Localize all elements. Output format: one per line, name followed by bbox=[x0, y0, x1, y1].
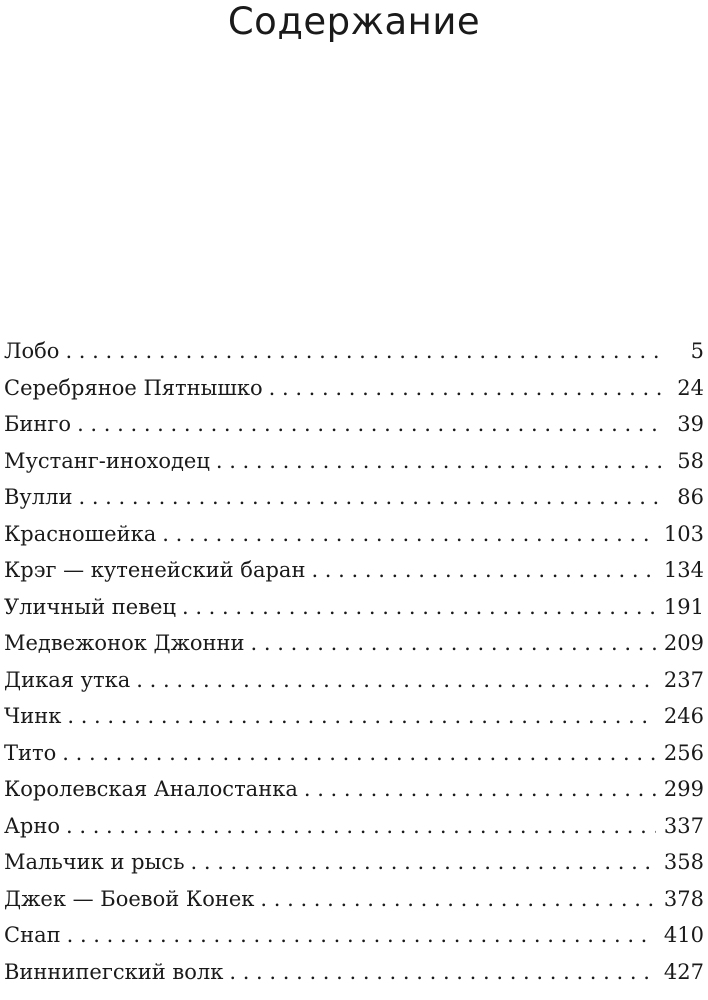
toc-entry-title: Виннипегский волк bbox=[4, 959, 224, 984]
toc-entry[interactable] bbox=[4, 954, 704, 991]
toc-dot-leader bbox=[136, 662, 656, 699]
toc-entry-page: 410 bbox=[663, 923, 704, 947]
toc-entry-title: Джек — Боевой Конек bbox=[4, 886, 255, 911]
toc-entry[interactable] bbox=[4, 625, 704, 662]
toc-entry[interactable] bbox=[4, 771, 704, 808]
toc-dot-leader bbox=[62, 735, 656, 772]
toc-dot-leader bbox=[269, 370, 662, 407]
toc-dot-leader bbox=[67, 917, 656, 954]
toc-entry-page: 103 bbox=[663, 521, 704, 546]
toc-entry-title: Тито bbox=[4, 740, 57, 765]
toc-entry-title: Вулли bbox=[4, 485, 73, 509]
toc-entry-page: 427 bbox=[663, 959, 704, 984]
toc-entry-title: Бинго bbox=[4, 412, 72, 436]
toc-entry-title: Медвежонок Джонни bbox=[4, 631, 245, 655]
toc-dot-leader bbox=[162, 516, 656, 553]
toc-dot-leader bbox=[304, 771, 656, 808]
toc-entry-page: 256 bbox=[663, 740, 704, 765]
toc-dot-leader bbox=[311, 552, 655, 589]
toc-entry-page: 58 bbox=[677, 448, 704, 473]
toc-entry-title: Чинк bbox=[4, 704, 62, 728]
toc-dot-leader bbox=[78, 479, 662, 516]
toc-entry-page: 299 bbox=[663, 777, 704, 801]
toc-entry-title: Серебряное Пятнышко bbox=[4, 375, 263, 400]
toc-entry-page: 358 bbox=[663, 850, 704, 874]
page-title: Содержание bbox=[227, 0, 481, 43]
toc-dot-leader bbox=[229, 954, 656, 991]
toc-entry-page: 209 bbox=[663, 631, 704, 655]
toc-entry-page: 86 bbox=[677, 485, 704, 509]
toc-entry[interactable] bbox=[4, 844, 704, 881]
toc-dot-leader bbox=[260, 881, 656, 918]
toc-dot-leader bbox=[191, 844, 656, 881]
toc-entry-title: Королевская Аналостанка bbox=[4, 777, 298, 801]
toc-dot-leader bbox=[77, 406, 662, 443]
toc-entry-title: Арно bbox=[4, 813, 60, 838]
toc-entry-page: 246 bbox=[663, 704, 704, 728]
toc-entry-page: 378 bbox=[663, 886, 704, 911]
toc-entry[interactable] bbox=[4, 333, 704, 370]
toc-entry[interactable] bbox=[4, 881, 704, 918]
toc-entry-title: Лобо bbox=[4, 339, 60, 363]
toc-entry-page: 134 bbox=[663, 558, 704, 582]
toc-entry[interactable] bbox=[4, 698, 704, 735]
toc-dot-leader bbox=[216, 443, 662, 480]
toc-entry[interactable] bbox=[4, 589, 704, 626]
toc-dot-leader bbox=[65, 333, 662, 370]
toc-entry-page: 24 bbox=[677, 375, 704, 400]
toc-entry-page: 237 bbox=[663, 667, 704, 692]
table-of-contents bbox=[4, 333, 704, 990]
toc-dot-leader bbox=[251, 625, 656, 662]
toc-entry[interactable] bbox=[4, 516, 704, 553]
toc-entry[interactable] bbox=[4, 552, 704, 589]
toc-dot-leader bbox=[182, 589, 656, 626]
toc-entry[interactable] bbox=[4, 370, 704, 407]
toc-entry-page: 5 bbox=[690, 339, 704, 363]
toc-dot-leader bbox=[66, 808, 656, 845]
toc-entry[interactable] bbox=[4, 808, 704, 845]
toc-entry[interactable] bbox=[4, 443, 704, 480]
toc-entry-title: Крэг — кутенейский баран bbox=[4, 558, 306, 582]
toc-entry-title: Уличный певец bbox=[4, 594, 176, 619]
toc-entry[interactable] bbox=[4, 917, 704, 954]
toc-entry[interactable] bbox=[4, 662, 704, 699]
toc-entry-page: 39 bbox=[677, 412, 704, 436]
toc-entry-title: Мальчик и рысь bbox=[4, 850, 185, 874]
toc-dot-leader bbox=[67, 698, 656, 735]
toc-entry-page: 191 bbox=[663, 594, 704, 619]
toc-entry-title: Дикая утка bbox=[4, 667, 131, 692]
toc-entry[interactable] bbox=[4, 735, 704, 772]
toc-entry-title: Мустанг-иноходец bbox=[4, 448, 210, 473]
toc-entry[interactable] bbox=[4, 479, 704, 516]
toc-entry[interactable] bbox=[4, 406, 704, 443]
toc-entry-title: Красношейка bbox=[4, 521, 157, 546]
toc-entry-page: 337 bbox=[663, 813, 704, 838]
toc-entry-title: Снап bbox=[4, 923, 61, 947]
